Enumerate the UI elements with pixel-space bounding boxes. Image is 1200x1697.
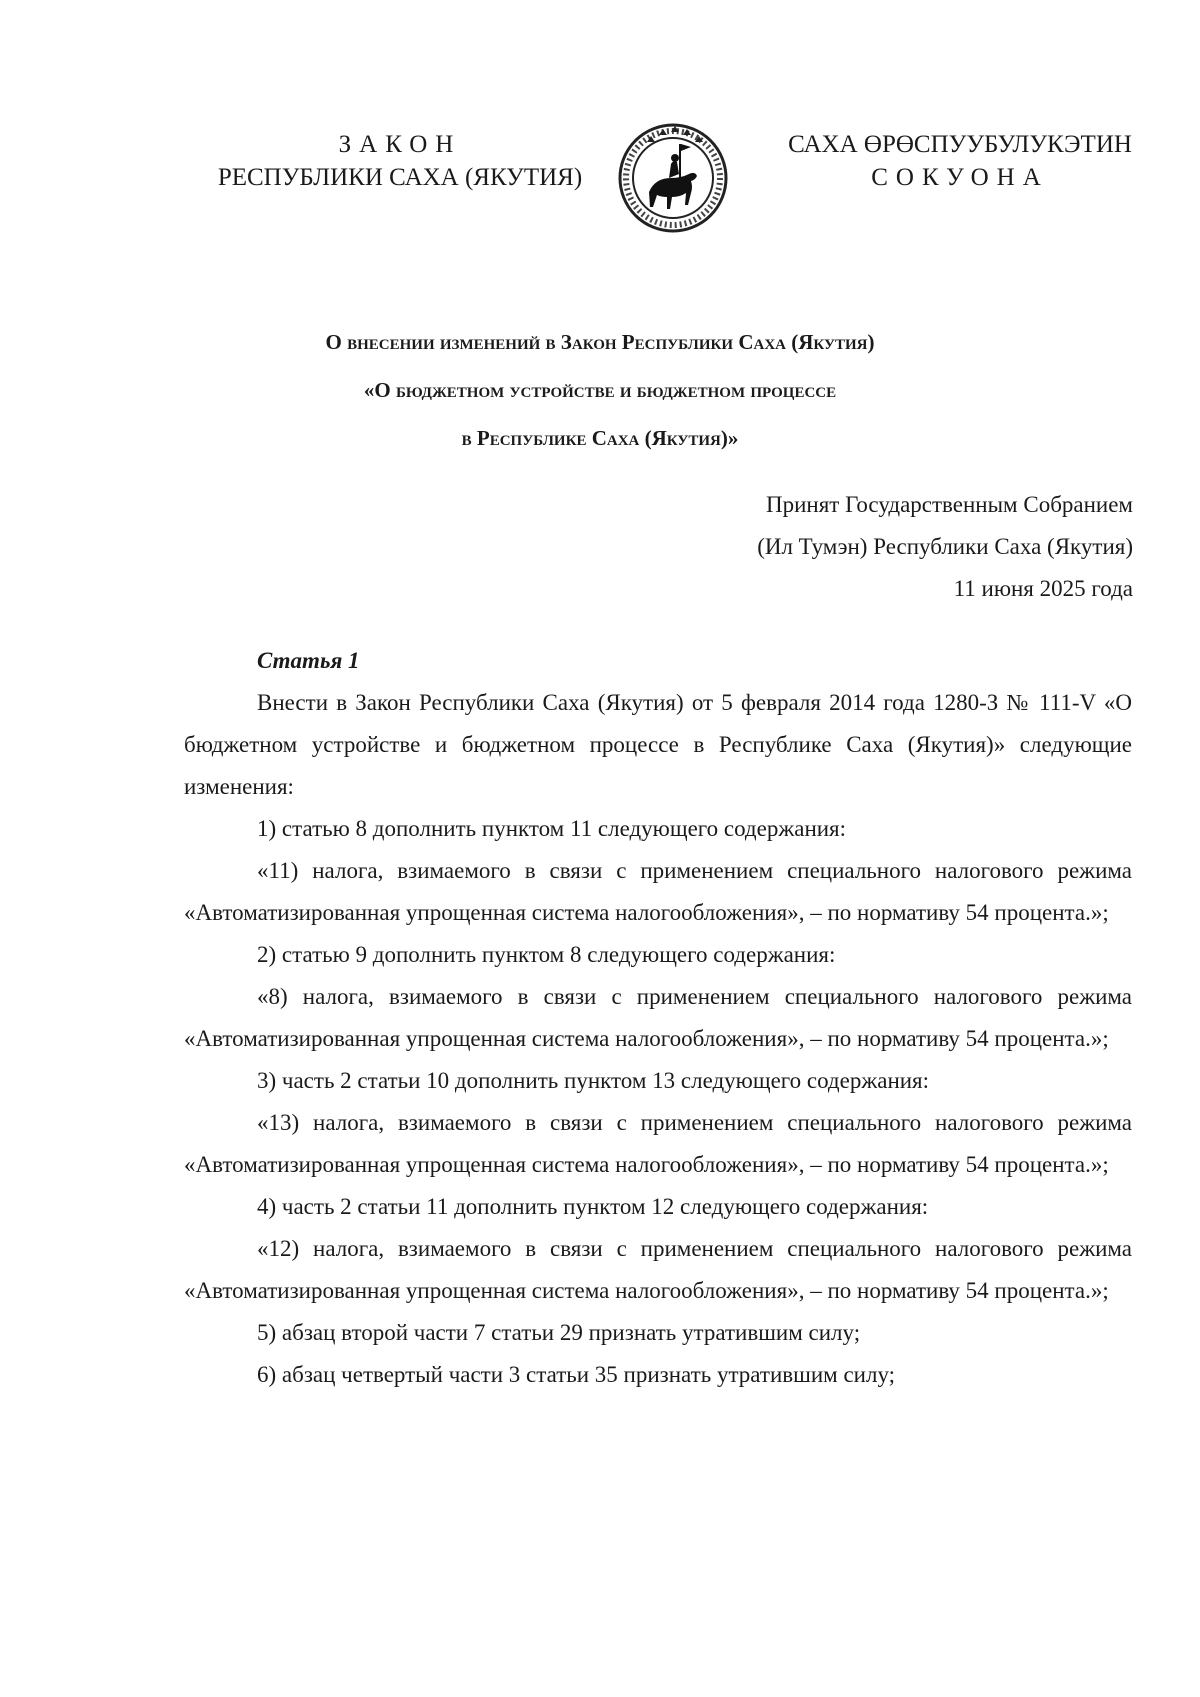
paragraph: 5) абзац второй части 7 статьи 29 признать утратившим силу;	[257, 1320, 861, 1345]
header-right	[770, 128, 1150, 194]
header-sakha-title: САХА ӨРӨСПУУБУЛУКЭТИН	[788, 131, 1132, 158]
paragraph: «8) налога, взимаемого в связи с применением специального налогового режима «Автоматизированная упрощенная система налогообложения», – по нормативу 54 процента.»;	[184, 984, 1132, 1051]
paragraph: 6) абзац четвертый части 3 статьи 35 признать утратившим силу;	[257, 1362, 896, 1387]
header-republic-name: РЕСПУБЛИКИ САХА (ЯКУТИЯ)	[217, 164, 583, 191]
adoption-line-1: Принят Государственным Собранием	[765, 492, 1133, 517]
adoption-line-2: (Ил Тумэн) Республики Саха (Якутия)	[757, 534, 1133, 559]
paragraph: 2) статью 9 дополнить пунктом 8 следующего содержания:	[257, 942, 836, 967]
adoption-date: 11 июня 2025 года	[953, 576, 1133, 601]
header-left	[195, 128, 605, 194]
paragraph: «11) налога, взимаемого в связи с применением специального налогового режима «Автоматизированная упрощенная система налогообложения», – по нормативу 54 процента.»;	[184, 858, 1132, 925]
header-law-title: ЗАКОН	[338, 131, 462, 158]
title-line-2: «О бюджетном устройстве и бюджетном процессе	[363, 378, 837, 402]
header-sakha-law: СОКУОНА	[871, 164, 1049, 191]
title-line-3: в Республике Саха (Якутия)»	[461, 426, 739, 450]
paragraph: 4) часть 2 статьи 11 дополнить пунктом 12 следующего содержания:	[257, 1194, 929, 1219]
document-title	[150, 318, 1050, 462]
coat-of-arms-emblem-icon	[617, 122, 729, 234]
title-line-1: О внесении изменений в Закон Республики Саха (Якутия)	[325, 330, 875, 354]
paragraph: «12) налога, взимаемого в связи с применением специального налогового режима «Автоматизированная упрощенная система налогообложения», – по нормативу 54 процента.»;	[184, 1236, 1132, 1303]
document-body	[184, 640, 1132, 1396]
paragraph: «13) налога, взимаемого в связи с применением специального налогового режима «Автоматизированная упрощенная система налогообложения», – по нормативу 54 процента.»;	[184, 1110, 1132, 1177]
adoption-note	[757, 484, 1133, 610]
article-heading: Статья 1	[257, 648, 360, 673]
paragraph: Внести в Закон Республики Саха (Якутия) от 5 февраля 2014 года 1280-З № 111-V «О бюджетном устройстве и бюджетном процессе в Республике Саха (Якутия)» следующие изменения:	[184, 690, 1132, 799]
paragraph: 1) статью 8 дополнить пунктом 11 следующего содержания:	[257, 816, 847, 841]
paragraph: 3) часть 2 статьи 10 дополнить пунктом 13 следующего содержания:	[257, 1068, 930, 1093]
